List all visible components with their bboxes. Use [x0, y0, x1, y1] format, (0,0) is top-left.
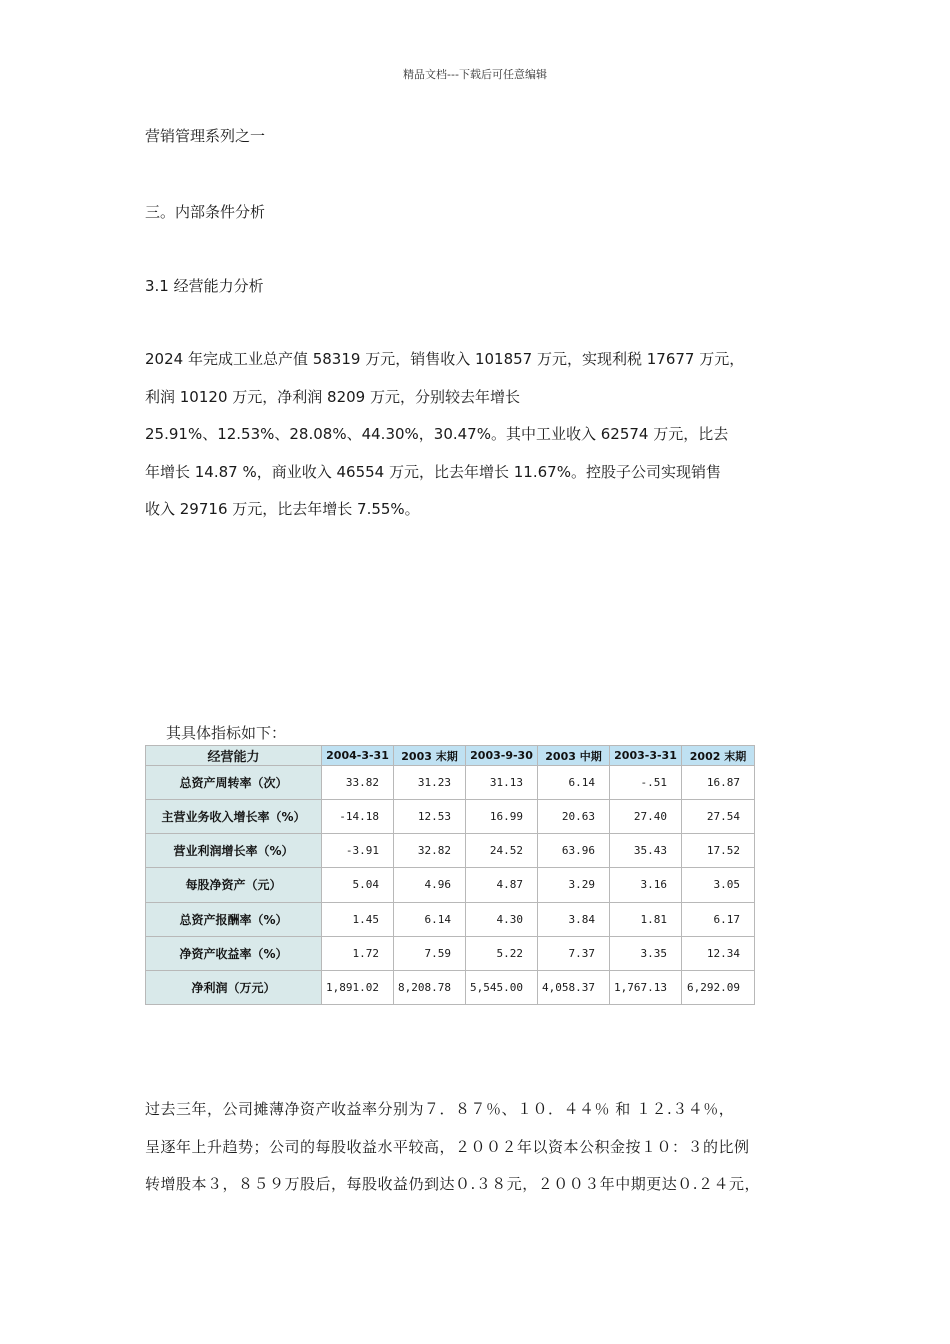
table-cell: -.51	[610, 766, 682, 800]
table-cell: 3.35	[610, 936, 682, 970]
table-row	[146, 800, 755, 834]
table-row	[146, 868, 755, 902]
table-cell: 1,767.13	[610, 970, 682, 1004]
column-header: 2002 末期	[682, 746, 755, 766]
table-cell: 7.59	[394, 936, 466, 970]
table-cell: 27.54	[682, 800, 755, 834]
table-cell: 27.40	[610, 800, 682, 834]
table-cell: 20.63	[538, 800, 610, 834]
row-header: 总资产周转率（次）	[146, 766, 322, 800]
table-cell: 24.52	[466, 834, 538, 868]
table-cell: 4.96	[394, 868, 466, 902]
table-cell: 4.30	[466, 902, 538, 936]
row-header: 总资产报酬率（%）	[146, 902, 322, 936]
table-cell: 35.43	[610, 834, 682, 868]
table-cell: 5.04	[322, 868, 394, 902]
column-header: 2003-9-30	[466, 746, 538, 766]
table-row	[146, 834, 755, 868]
paragraph-line: 利润 10120 万元，净利润 8209 万元，分别较去年增长	[145, 387, 520, 406]
paragraph-line: 25.91%、12.53%、28.08%、44.30%，30.47%。其中工业收入 62574 万元，比去	[145, 425, 729, 443]
table-cell: 5.22	[466, 936, 538, 970]
column-header: 2003 中期	[538, 746, 610, 766]
row-header: 每股净资产（元）	[146, 868, 322, 902]
table-cell: 16.87	[682, 766, 755, 800]
paragraph-line: 年增长 14.87 %，商业收入 46554 万元，比去年增长 11.67%。控股子公司实现销售	[145, 462, 721, 481]
table-cell: 33.82	[322, 766, 394, 800]
paragraph-line: 过去三年，公司摊薄净资产收益率分别为７．８７％、１０．４４％ 和 １２.３４％，	[145, 1100, 735, 1118]
table-cell: 31.13	[466, 766, 538, 800]
table-cell: 16.99	[466, 800, 538, 834]
column-header: 2003 末期	[394, 746, 466, 766]
table-cell: 5,545.00	[466, 970, 538, 1004]
row-header: 净资产收益率（%）	[146, 936, 322, 970]
table-cell: 1,891.02	[322, 970, 394, 1004]
table-cell: 6.14	[394, 902, 466, 936]
series-title: 营销管理系列之一	[145, 127, 266, 145]
paragraph-business-results	[145, 341, 835, 529]
table-cell: 8,208.78	[394, 970, 466, 1004]
table-row	[146, 766, 755, 800]
paragraph-roe-eps	[145, 1091, 835, 1204]
table-cell: 32.82	[394, 834, 466, 868]
table-cell: 6.14	[538, 766, 610, 800]
table-cell: 4,058.37	[538, 970, 610, 1004]
column-header: 2003-3-31	[610, 746, 682, 766]
table-cell: 31.23	[394, 766, 466, 800]
indicator-table	[145, 745, 755, 1005]
table-cell: 3.84	[538, 902, 610, 936]
table-header-row	[146, 746, 755, 766]
row-header: 净利润（万元）	[146, 970, 322, 1004]
subsection-title: 3.1 经营能力分析	[145, 277, 264, 295]
table-cell: 12.53	[394, 800, 466, 834]
table-cell: 7.37	[538, 936, 610, 970]
section-title: 三。内部条件分析	[145, 203, 266, 221]
table-cell: 3.29	[538, 868, 610, 902]
table-caption: 其具体指标如下：	[166, 724, 287, 742]
table-cell: 3.05	[682, 868, 755, 902]
table-cell: -3.91	[322, 834, 394, 868]
table-cell: 1.72	[322, 936, 394, 970]
table-cell: 17.52	[682, 834, 755, 868]
table-row	[146, 936, 755, 970]
row-header: 主营业务收入增长率（%）	[146, 800, 322, 834]
paragraph-line: 2024 年完成工业总产值 58319 万元，销售收入 101857 万元，实现利税 17677 万元，	[145, 350, 745, 368]
table-cell: 1.81	[610, 902, 682, 936]
table-cell: 4.87	[466, 868, 538, 902]
table-row	[146, 902, 755, 936]
page-header: 精品文档---下载后可任意编辑	[403, 68, 547, 81]
table-cell: -14.18	[322, 800, 394, 834]
column-header: 2004-3-31	[322, 746, 394, 766]
table-corner-cell: 经营能力	[146, 746, 322, 766]
table-cell: 6,292.09	[682, 970, 755, 1004]
paragraph-line: 转增股本３，８５９万股后，每股收益仍到达０.３８元，２００３年中期更达０.２４元，	[145, 1175, 761, 1193]
table-cell: 6.17	[682, 902, 755, 936]
table-cell: 3.16	[610, 868, 682, 902]
table-cell: 12.34	[682, 936, 755, 970]
table-cell: 63.96	[538, 834, 610, 868]
table-cell: 1.45	[322, 902, 394, 936]
row-header: 营业利润增长率（%）	[146, 834, 322, 868]
paragraph-line: 收入 29716 万元，比去年增长 7.55%。	[145, 500, 420, 518]
table-row	[146, 970, 755, 1004]
paragraph-line: 呈逐年上升趋势；公司的每股收益水平较高，２００２年以资本公积金按１０：３的比例	[145, 1137, 750, 1156]
